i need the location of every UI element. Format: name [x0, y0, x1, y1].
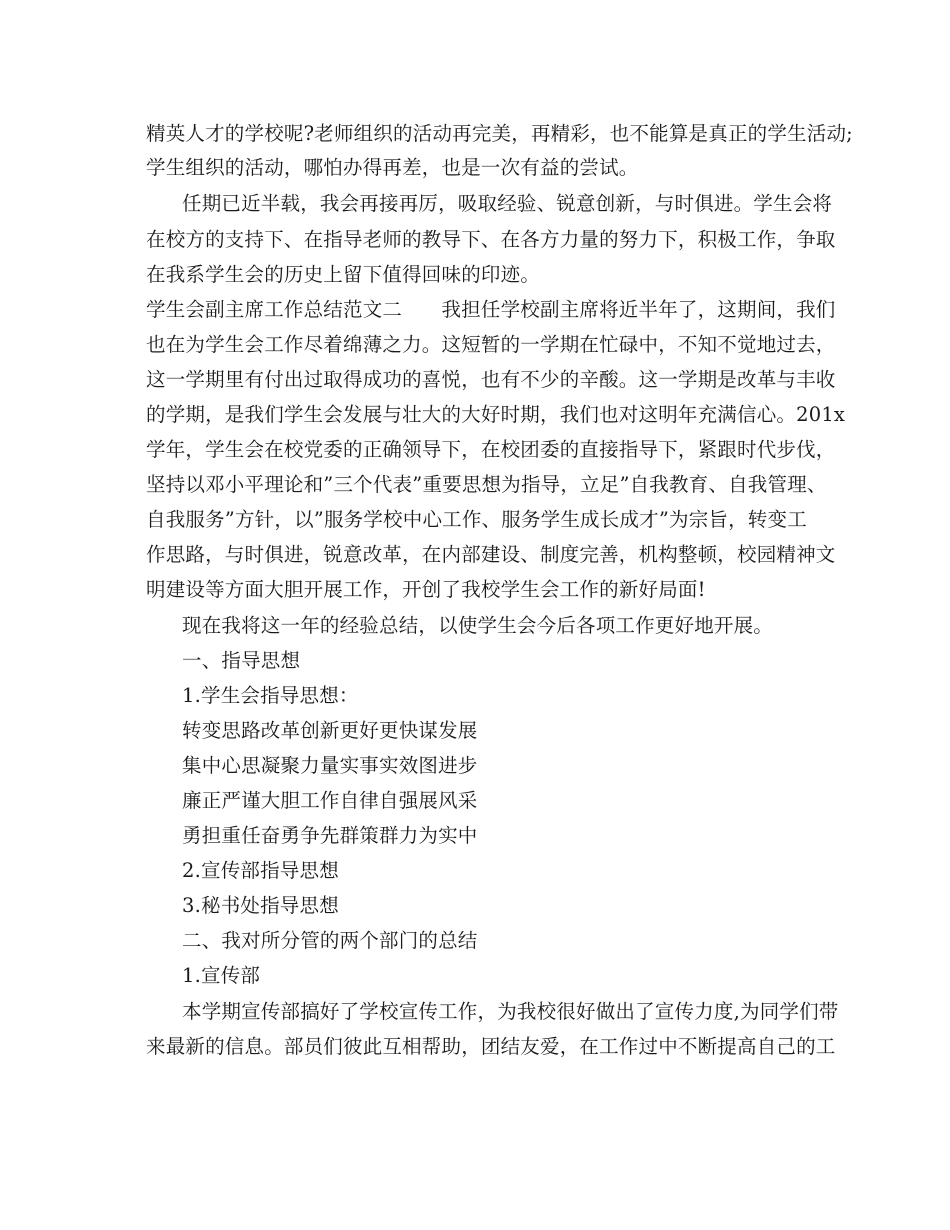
- text-line: 任期已近半载，我会再接再厉，吸取经验、锐意创新，与时俱进。学生会将: [182, 192, 833, 215]
- section-heading: 一、指导思想: [182, 649, 301, 672]
- text-line: 自我服务”方针，以”服务学校中心工作、服务学生成长成才”为宗旨，转变工: [146, 508, 807, 531]
- text-line: 现在我将这一年的经验总结，以使学生会今后各项工作更好地开展。: [182, 614, 774, 637]
- text-line: 明建设等方面大胆开展工作，开创了我校学生会工作的新好局面!: [146, 578, 706, 601]
- text-line: 坚持以邓小平理论和”三个代表”重要思想为指导，立足”自我教育、自我管理、: [146, 473, 827, 496]
- text-line: 本学期宣传部搞好了学校宣传工作，为我校很好做出了宣传力度,为同学们带: [182, 1000, 839, 1023]
- subsection-heading: 3.秘书处指导思想: [182, 894, 339, 917]
- text-line: 转变思路改革创新更好更快谋发展: [182, 719, 478, 742]
- subsection-heading: 1.宣传部: [182, 964, 261, 987]
- text-line: 集中心思凝聚力量实事实效图进步: [182, 754, 478, 777]
- text-line: 也在为学生会工作尽着绵薄之力。这短暂的一学期在忙碌中，不知不觉地过去，: [146, 333, 836, 356]
- section-heading-line: 学生会副主席工作总结范文二 我担任学校副主席将近半年了，这期间，我们: [146, 298, 836, 321]
- text-line: 作思路，与时俱进，锐意改革，在内部建设、制度完善，机构整顿，校园精神文: [146, 543, 836, 566]
- section-heading: 二、我对所分管的两个部门的总结: [182, 929, 478, 952]
- text-line: 在校方的支持下、在指导老师的教导下、在各方力量的努力下，积极工作，争取: [146, 228, 836, 251]
- text-line: 来最新的信息。部员们彼此互相帮助，团结友爱，在工作过中不断提高自己的工: [146, 1035, 836, 1058]
- text-line: 廉正严谨大胆工作自律自强展风采: [182, 789, 478, 812]
- text-line: 学年，学生会在校党委的正确领导下，在校团委的直接指导下，紧跟时代步伐，: [146, 438, 836, 461]
- subsection-heading: 2.宣传部指导思想: [182, 859, 339, 882]
- text-line: 精英人才的学校呢?老师组织的活动再完美，再精彩，也不能算是真正的学生活动;: [146, 122, 853, 145]
- text-line: 勇担重任奋勇争先群策群力为实中: [182, 824, 478, 847]
- text-line: 学生组织的活动，哪怕办得再差，也是一次有益的尝试。: [146, 156, 639, 179]
- subsection-heading: 1.学生会指导思想：: [182, 684, 359, 707]
- text-line: 这一学期里有付出过取得成功的喜悦，也有不少的辛酸。这一学期是改革与丰收: [146, 368, 836, 391]
- text-line: 在我系学生会的历史上留下值得回味的印迹。: [146, 263, 541, 286]
- text-line: 的学期，是我们学生会发展与壮大的大好时期，我们也对这明年充满信心。201x: [146, 403, 846, 426]
